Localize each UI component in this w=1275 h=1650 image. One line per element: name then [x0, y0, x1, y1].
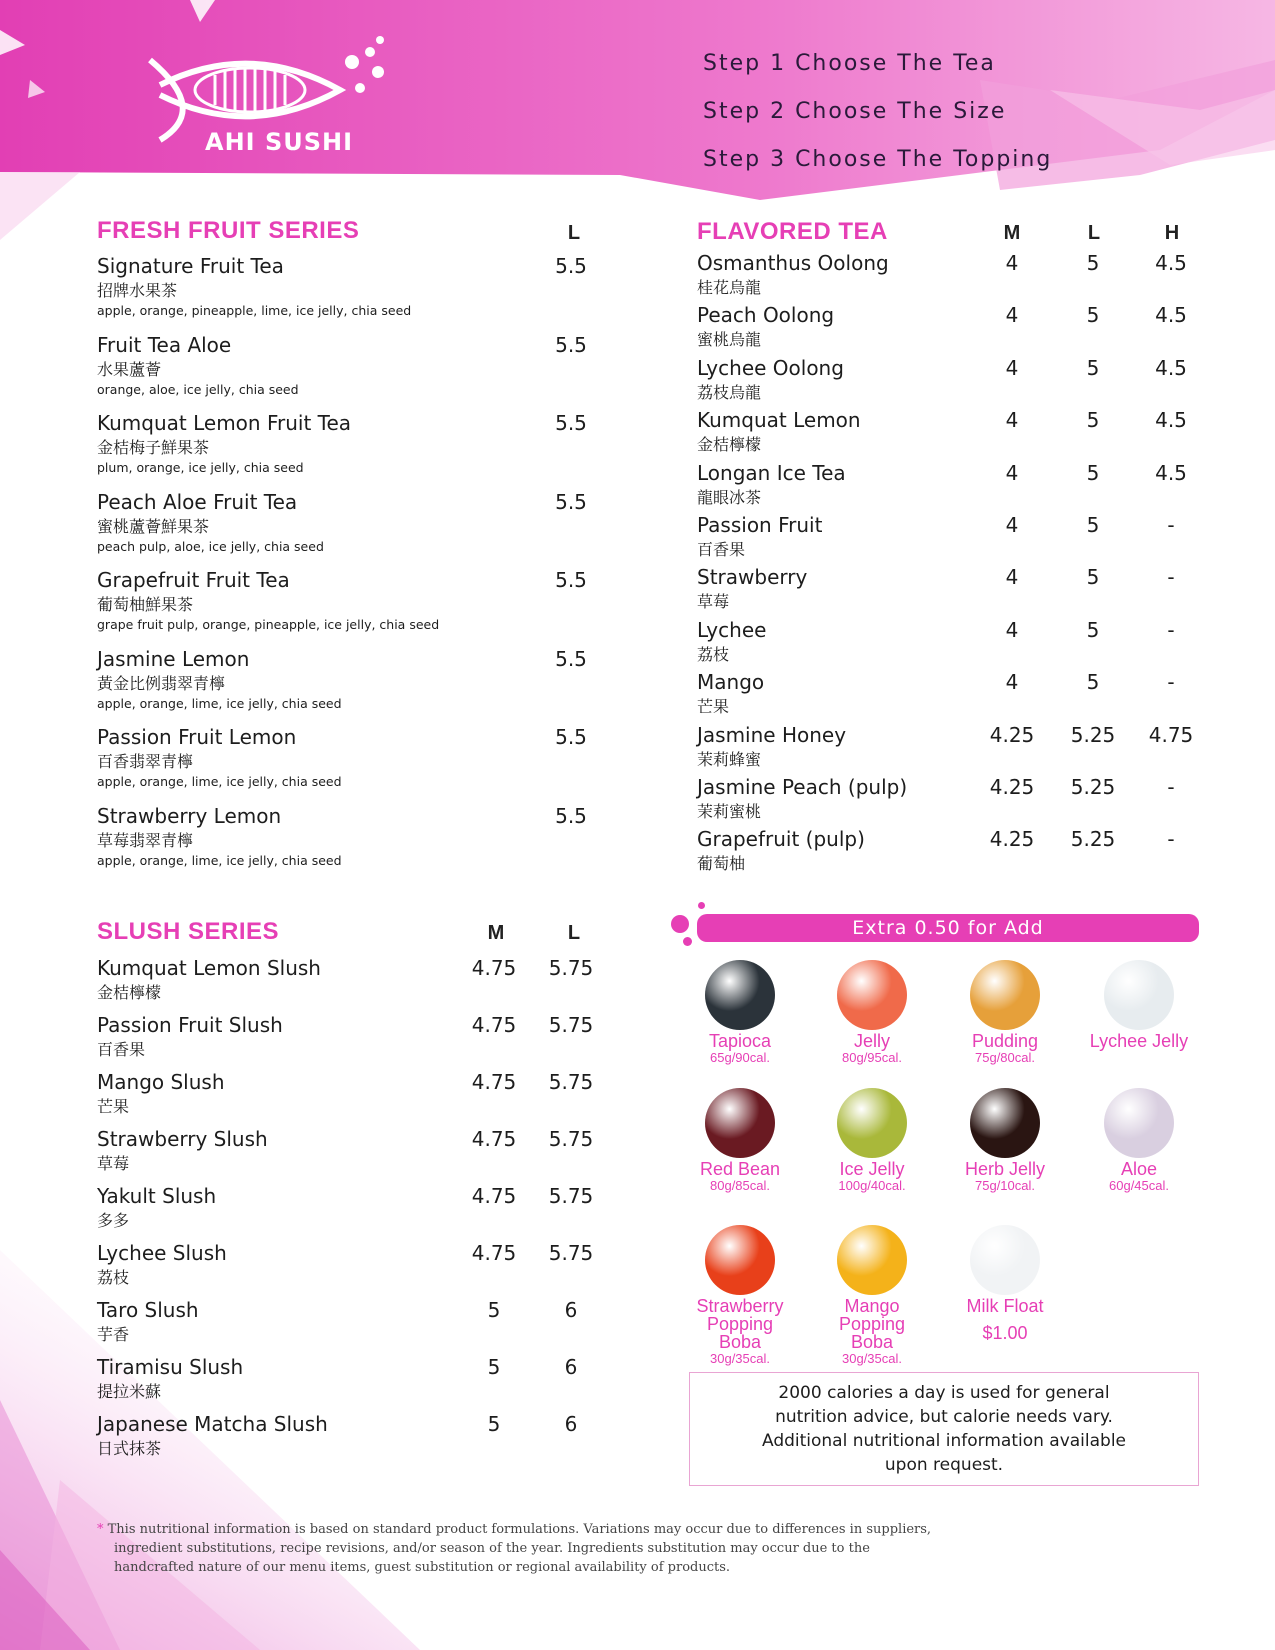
- topping-item: [807, 960, 937, 1066]
- menu-item: [697, 722, 1194, 774]
- item-chinese-name: 草莓: [97, 1154, 130, 1173]
- menu-item: [697, 407, 1187, 459]
- item-price-m: 4: [1005, 617, 1019, 642]
- item-price-h: -: [1167, 512, 1175, 537]
- menu-item: [97, 1012, 594, 1069]
- item-chinese-name: 提拉米蘇: [97, 1382, 162, 1401]
- item-price-h: 4.5: [1155, 251, 1187, 275]
- item-name: Strawberry Slush: [97, 1127, 268, 1151]
- step-3: Step 3 Choose The Topping: [703, 147, 1053, 172]
- topping-calories: 100g/40cal.: [838, 1178, 906, 1193]
- menu-item: [697, 250, 1187, 302]
- item-chinese-name: 黃金比例翡翠青檸: [97, 673, 226, 693]
- topping-item: [675, 1088, 805, 1194]
- item-description: grape fruit pulp, orange, pineapple, ice jelly, chia seed: [97, 617, 440, 632]
- item-price-h: -: [1167, 827, 1175, 852]
- topping-image: [1104, 1088, 1174, 1158]
- item-chinese-name: 茉莉蜂蜜: [697, 749, 762, 769]
- item-chinese-name: 百香果: [697, 539, 746, 559]
- topping-calories: 65g/90cal.: [710, 1050, 770, 1065]
- menu-item: [97, 567, 587, 646]
- item-price-l: 5.5: [555, 411, 587, 435]
- topping-item: [940, 1088, 1070, 1194]
- item-chinese-name: 芋香: [97, 1325, 130, 1344]
- item-chinese-name: 芒果: [697, 697, 730, 717]
- item-price-l: 5.75: [548, 1127, 594, 1151]
- topping-calories: $1.00: [982, 1323, 1028, 1343]
- slush-title: SLUSH SERIES: [97, 918, 280, 945]
- item-chinese-name: 百香果: [97, 1040, 146, 1059]
- topping-name: Ice Jelly: [839, 1159, 905, 1179]
- calorie-note-line: 2000 calories a day is used for general: [778, 1383, 1110, 1403]
- item-name: Strawberry: [697, 565, 808, 590]
- item-name: Grapefruit (pulp): [697, 827, 865, 852]
- item-name: Passion Fruit Lemon: [97, 725, 297, 749]
- item-chinese-name: 水果蘆薈: [97, 359, 162, 379]
- topping-name: Jelly: [853, 1031, 890, 1051]
- nutrition-footnote: [97, 1520, 1017, 1577]
- item-price-l: 5.75: [548, 956, 594, 980]
- topping-name: Mango Popping Boba: [838, 1296, 906, 1352]
- item-name: Jasmine Peach (pulp): [697, 774, 908, 799]
- item-price-l: 5.5: [555, 725, 587, 749]
- topping-item: [807, 1088, 937, 1194]
- topping-item: [807, 1225, 937, 1367]
- item-price-l: 5.25: [1070, 827, 1116, 852]
- menu-item: [97, 253, 587, 332]
- topping-name: Herb Jelly: [964, 1159, 1046, 1179]
- item-description: apple, orange, lime, ice jelly, chia seed: [97, 852, 342, 868]
- item-name: Signature Fruit Tea: [97, 254, 284, 278]
- item-chinese-name: 金桔檸檬: [697, 435, 762, 455]
- topping-name: Strawberry Popping Boba: [696, 1296, 784, 1352]
- menu-item: [97, 646, 587, 725]
- item-name: Kumquat Lemon Slush: [97, 956, 321, 980]
- item-chinese-name: 荔枝: [697, 644, 730, 664]
- item-name: Peach Oolong: [697, 303, 835, 328]
- item-price-m: 5: [487, 1355, 501, 1379]
- item-price-l: 5.5: [555, 568, 587, 592]
- menu-item: [97, 1240, 594, 1297]
- topping-calories: 60g/45cal.: [1109, 1178, 1169, 1193]
- item-name: Tiramisu Slush: [97, 1355, 244, 1379]
- item-chinese-name: 日式抹茶: [97, 1439, 162, 1458]
- menu-item: [97, 1354, 578, 1411]
- item-price-h: -: [1167, 617, 1175, 642]
- item-chinese-name: 百香翡翠青檸: [97, 752, 194, 771]
- item-price-l: 6: [564, 1298, 578, 1322]
- order-steps: [703, 44, 1052, 188]
- footnote-line: handcrafted nature of our menu items, guest substitution or regional availability of products.: [114, 1560, 731, 1575]
- slush-size-m: M: [487, 922, 505, 944]
- topping-image: [837, 960, 907, 1030]
- item-price-m: 4.25: [989, 774, 1035, 799]
- item-price-l: 5: [1086, 670, 1100, 695]
- item-name: Lychee Oolong: [697, 355, 844, 380]
- topping-item: [1074, 1088, 1204, 1194]
- item-price-l: 5.25: [1070, 722, 1116, 747]
- topping-image: [705, 960, 775, 1030]
- fresh-fruit-size-l: L: [567, 222, 581, 244]
- item-description: apple, orange, pineapple, lime, ice jelly, chia seed: [97, 303, 412, 318]
- item-description: plum, orange, ice jelly, chia seed: [97, 460, 304, 475]
- item-name: Passion Fruit Slush: [97, 1013, 283, 1037]
- topping-name: Tapioca: [708, 1031, 772, 1051]
- item-price-l: 6: [564, 1412, 578, 1436]
- brand-name: AHI SUSHI: [205, 128, 354, 156]
- item-price-m: 4.75: [471, 1013, 517, 1037]
- decor-dot: [698, 902, 705, 909]
- item-price-l: 5: [1086, 565, 1100, 590]
- slush-list: [97, 955, 594, 1468]
- item-price-l: 5: [1086, 512, 1100, 537]
- item-name: Kumquat Lemon Fruit Tea: [97, 411, 352, 435]
- topping-calories: 30g/35cal.: [842, 1351, 902, 1366]
- calorie-note-box: [689, 1372, 1199, 1486]
- decor-dot: [683, 937, 692, 946]
- step-2: Step 2 Choose The Size: [703, 99, 1007, 124]
- menu-item: [697, 617, 1175, 669]
- item-chinese-name: 草莓: [697, 592, 730, 612]
- topping-calories: 75g/80cal.: [975, 1050, 1035, 1065]
- item-name: Peach Aloe Fruit Tea: [97, 489, 298, 514]
- item-chinese-name: 桂花烏龍: [697, 278, 762, 297]
- topping-image: [970, 1225, 1040, 1295]
- item-price-m: 4: [1005, 460, 1019, 485]
- item-description: apple, orange, lime, ice jelly, chia seed: [97, 774, 342, 789]
- topping-name: Red Bean: [699, 1159, 781, 1179]
- topping-item: [940, 1225, 1070, 1341]
- topping-image: [970, 1088, 1040, 1158]
- item-name: Osmanthus Oolong: [697, 251, 889, 275]
- topping-name: Milk Float: [966, 1296, 1044, 1316]
- topping-image: [837, 1225, 907, 1295]
- item-price-l: 5.75: [548, 1241, 594, 1265]
- flavored-size-l: L: [1087, 222, 1101, 244]
- item-name: Jasmine Lemon: [97, 646, 250, 671]
- item-name: Yakult Slush: [97, 1184, 217, 1208]
- item-price-h: -: [1167, 565, 1175, 590]
- item-price-h: 4.5: [1155, 460, 1187, 485]
- item-chinese-name: 葡萄柚鮮果茶: [97, 595, 194, 614]
- menu-item: [97, 1126, 594, 1183]
- menu-item: [697, 460, 1187, 512]
- item-chinese-name: 草莓翡翠青檸: [97, 830, 194, 850]
- item-price-h: 4.5: [1155, 355, 1187, 380]
- item-price-h: 4.5: [1155, 303, 1187, 328]
- topping-image: [705, 1225, 775, 1295]
- topping-image: [705, 1088, 775, 1158]
- item-price-l: 5: [1086, 251, 1100, 275]
- topping-item: [1074, 960, 1204, 1050]
- footnote-line: ingredient substitutions, recipe revisions, and/or season of the year. Ingredients substitution may occur due to the: [114, 1541, 870, 1556]
- item-price-l: 5.5: [555, 803, 587, 828]
- menu-item: [97, 1297, 578, 1354]
- item-price-l: 5: [1086, 460, 1100, 485]
- item-price-l: 5: [1086, 408, 1100, 433]
- item-chinese-name: 招牌水果茶: [97, 281, 178, 300]
- fresh-fruit-list: [97, 253, 587, 881]
- calorie-note-line: Additional nutritional information available: [761, 1431, 1127, 1451]
- item-price-m: 4: [1005, 512, 1019, 537]
- topping-name: Aloe: [1120, 1159, 1158, 1179]
- topping-name: Lychee Jelly: [1089, 1031, 1189, 1051]
- item-name: Jasmine Honey: [697, 722, 847, 747]
- item-price-l: 5: [1086, 355, 1100, 380]
- asterisk-icon: *: [97, 1522, 104, 1537]
- item-price-h: -: [1167, 774, 1175, 799]
- item-price-l: 5.75: [548, 1184, 594, 1208]
- item-description: peach pulp, aloe, ice jelly, chia seed: [97, 538, 324, 554]
- menu-item: [97, 489, 587, 568]
- item-price-m: 4.75: [471, 1241, 517, 1265]
- menu-item: [697, 774, 1175, 826]
- item-price-m: 4: [1005, 355, 1019, 380]
- flavored-tea-title: FLAVORED TEA: [697, 218, 888, 245]
- flavored-size-h: H: [1164, 222, 1180, 244]
- item-name: Lychee: [697, 617, 767, 642]
- item-price-m: 5: [487, 1412, 501, 1436]
- item-name: Grapefruit Fruit Tea: [97, 568, 290, 592]
- item-price-l: 5.75: [548, 1070, 594, 1094]
- item-name: Passion Fruit: [697, 512, 823, 537]
- menu-item: [97, 1183, 594, 1240]
- menu-item: [697, 355, 1187, 407]
- slush-size-l: L: [567, 922, 581, 944]
- item-price-m: 4: [1005, 565, 1019, 590]
- item-chinese-name: 金桔梅子鮮果茶: [97, 438, 210, 457]
- topping-item: [940, 960, 1070, 1066]
- item-price-h: 4.75: [1148, 722, 1194, 747]
- calorie-note-line: nutrition advice, but calorie needs vary.: [775, 1407, 1113, 1427]
- footnote-text: This nutritional information is based on standard product formulations. Variations may occur due to differences in suppliers,: [107, 1522, 932, 1537]
- item-price-l: 5.5: [555, 332, 587, 357]
- calorie-note-line: upon request.: [884, 1455, 1004, 1475]
- fresh-fruit-title: FRESH FRUIT SERIES: [97, 217, 360, 244]
- item-price-m: 4: [1005, 408, 1019, 433]
- topping-image: [970, 960, 1040, 1030]
- menu-item: [697, 512, 1175, 564]
- item-price-l: 5.5: [555, 489, 587, 514]
- item-name: Strawberry Lemon: [97, 803, 282, 828]
- item-price-l: 5.5: [555, 254, 587, 278]
- item-chinese-name: 葡萄柚: [697, 854, 746, 874]
- flavored-size-m: M: [1003, 222, 1021, 244]
- item-chinese-name: 荔枝: [97, 1268, 130, 1287]
- item-price-m: 4.75: [471, 1127, 517, 1151]
- menu-item: [697, 302, 1187, 354]
- item-price-l: 5.75: [548, 1013, 594, 1037]
- item-name: Longan Ice Tea: [697, 460, 846, 485]
- menu-item: [97, 1411, 578, 1468]
- item-price-m: 4: [1005, 670, 1019, 695]
- item-price-m: 4: [1005, 303, 1019, 328]
- item-chinese-name: 荔枝烏龍: [697, 382, 762, 402]
- item-price-m: 4.75: [471, 1184, 517, 1208]
- item-chinese-name: 蜜桃烏龍: [697, 330, 762, 350]
- menu-item: [97, 1069, 594, 1126]
- flavored-tea-list: [697, 250, 1194, 879]
- topping-item: [675, 960, 805, 1066]
- item-price-l: 5: [1086, 617, 1100, 642]
- menu-item: [97, 724, 587, 803]
- item-description: orange, aloe, ice jelly, chia seed: [97, 381, 299, 397]
- item-price-h: -: [1167, 670, 1175, 695]
- item-chinese-name: 茉莉蜜桃: [697, 801, 762, 821]
- topping-calories: 80g/95cal.: [842, 1050, 902, 1065]
- topping-image: [837, 1088, 907, 1158]
- menu-item: [697, 826, 1175, 878]
- menu-item: [97, 803, 587, 882]
- item-price-l: 5.5: [555, 646, 587, 671]
- menu-item: [97, 955, 594, 1012]
- item-price-m: 4.75: [471, 1070, 517, 1094]
- item-name: Lychee Slush: [97, 1241, 227, 1265]
- item-name: Kumquat Lemon: [697, 408, 861, 433]
- item-chinese-name: 芒果: [97, 1097, 130, 1116]
- item-chinese-name: 龍眼冰茶: [697, 487, 762, 507]
- item-price-m: 4.25: [989, 827, 1035, 852]
- topping-image: [1104, 960, 1174, 1030]
- item-chinese-name: 蜜桃蘆薈鮮果茶: [97, 516, 210, 536]
- decor-dot: [671, 915, 689, 933]
- topping-calories: 30g/35cal.: [710, 1351, 770, 1366]
- item-description: apple, orange, lime, ice jelly, chia seed: [97, 695, 342, 711]
- menu-item: [97, 410, 587, 489]
- item-chinese-name: 金桔檸檬: [97, 983, 162, 1002]
- menu-item: [97, 332, 587, 411]
- step-1: Step 1 Choose The Tea: [703, 51, 996, 76]
- item-price-m: 4.25: [989, 722, 1035, 747]
- toppings-banner: Extra 0.50 for Add: [697, 914, 1199, 942]
- item-chinese-name: 多多: [97, 1211, 130, 1230]
- item-name: Mango Slush: [97, 1070, 225, 1094]
- item-price-m: 5: [487, 1298, 501, 1322]
- item-name: Fruit Tea Aloe: [97, 332, 232, 357]
- topping-name: Pudding: [971, 1031, 1039, 1051]
- item-price-m: 4.75: [471, 956, 517, 980]
- item-name: Japanese Matcha Slush: [97, 1412, 328, 1436]
- item-price-l: 6: [564, 1355, 578, 1379]
- topping-calories: 80g/85cal.: [710, 1178, 770, 1193]
- topping-calories: 75g/10cal.: [975, 1178, 1035, 1193]
- item-price-h: 4.5: [1155, 408, 1187, 433]
- item-name: Taro Slush: [97, 1298, 199, 1322]
- item-price-m: 4: [1005, 251, 1019, 275]
- footnote-line: [97, 1520, 1017, 1539]
- menu-item: [697, 669, 1175, 721]
- item-price-l: 5: [1086, 303, 1100, 328]
- item-price-l: 5.25: [1070, 774, 1116, 799]
- menu-item: [697, 564, 1175, 616]
- topping-item: [675, 1225, 805, 1367]
- item-name: Mango: [697, 670, 765, 695]
